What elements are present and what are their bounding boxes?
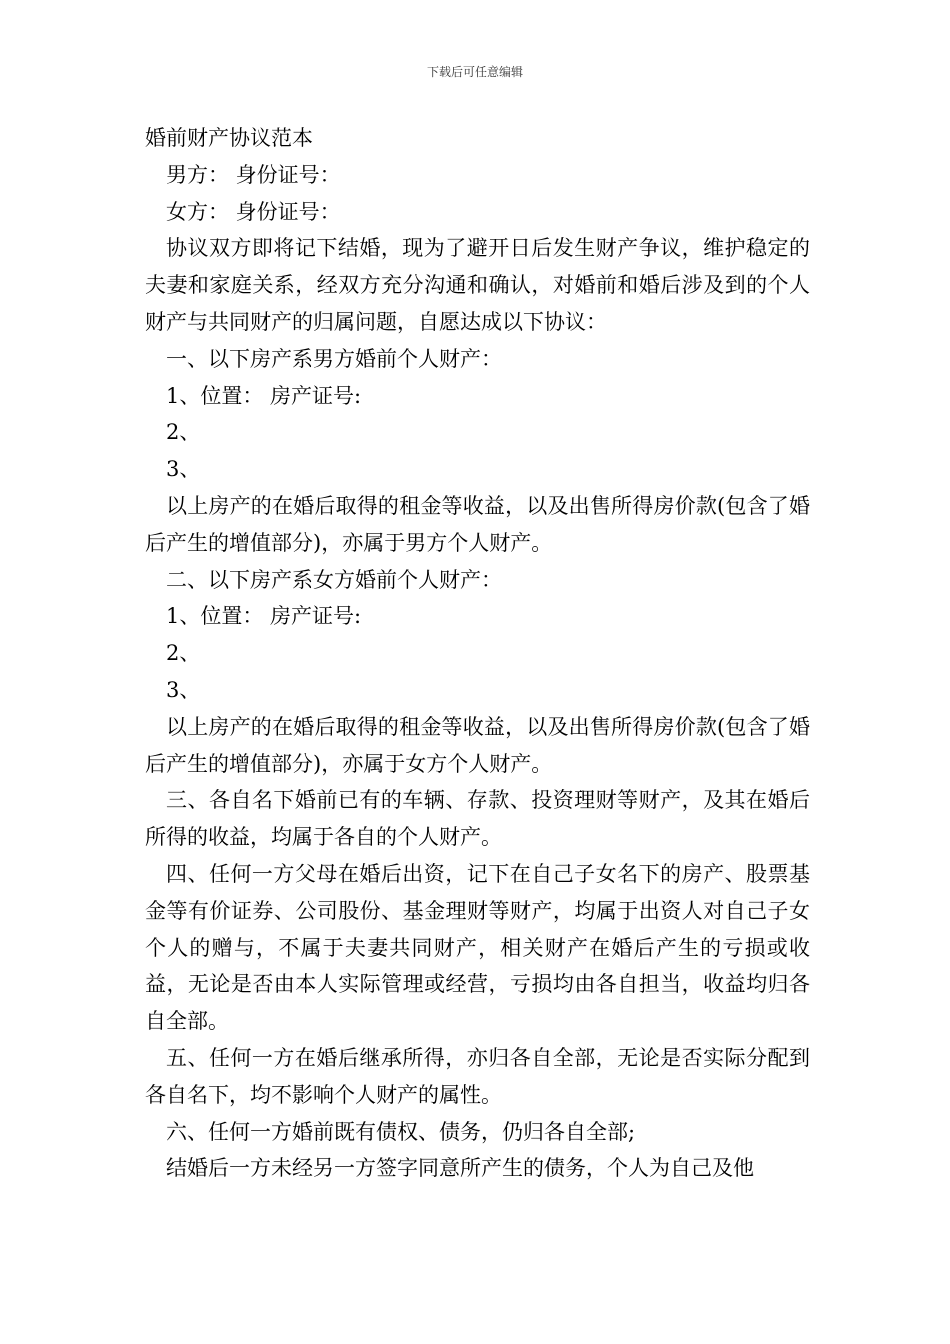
- clause-1-detail: 以上房产的在婚后取得的租金等收益，以及出售所得房价款(包含了婚后产生的增值部分)，亦属于男方个人财产。: [145, 493, 810, 555]
- clause-2-item-3: 3、: [166, 677, 201, 702]
- clause-2-heading: 二、以下房产系女方婚前个人财产：: [166, 567, 502, 592]
- clause-2-detail: 以上房产的在婚后取得的租金等收益，以及出售所得房价款(包含了婚后产生的增值部分)，亦属于女方个人财产。: [145, 714, 810, 776]
- clause-5: 五、任何一方在婚后继承所得，亦归各自全部，无论是否实际分配到各自名下，均不影响个人财产的属性。: [145, 1045, 810, 1107]
- document-body: [145, 120, 810, 1187]
- page-header: 下载后可任意编辑: [426, 65, 523, 79]
- clause-1-item-3: 3、: [166, 457, 201, 482]
- clause-1-heading: 一、以下房产系男方婚前个人财产：: [166, 346, 502, 371]
- party-male-line: 男方： 身份证号：: [166, 162, 341, 187]
- clause-2-item-2: 2、: [166, 641, 201, 666]
- clause-1-item-1: 1、位置： 房产证号:: [166, 383, 362, 408]
- party-female-line: 女方： 身份证号：: [166, 199, 341, 224]
- agreement-preamble: 协议双方即将记下结婚，现为了避开日后发生财产争议，维护稳定的夫妻和家庭关系，经双方充分沟通和确认，对婚前和婚后涉及到的个人财产与共同财产的归属问题，自愿达成以下协议：: [145, 236, 810, 334]
- clause-4: 四、任何一方父母在婚后出资，记下在自己子女名下的房产、股票基金等有价证券、公司股份、基金理财等财产，均属于出资人对自己子女个人的赠与，不属于夫妻共同财产，相关财产在婚后产生的亏损或收益，无论是否由本人实际管理或经营，亏损均由各自担当，收益均归各自全部。: [145, 861, 810, 1034]
- clause-1-item-2: 2、: [166, 420, 201, 445]
- document-title: 婚前财产协议范本: [145, 126, 313, 150]
- clause-2-item-1: 1、位置： 房产证号:: [166, 604, 362, 629]
- clause-6-continued: 结婚后一方未经另一方签字同意所产生的债务，个人为自己及他: [166, 1156, 754, 1181]
- clause-3: 三、各自名下婚前已有的车辆、存款、投资理财等财产，及其在婚后所得的收益，均属于各自的个人财产。: [145, 788, 810, 850]
- clause-6: 六、任何一方婚前既有债权、债务，仍归各自全部;: [166, 1119, 636, 1144]
